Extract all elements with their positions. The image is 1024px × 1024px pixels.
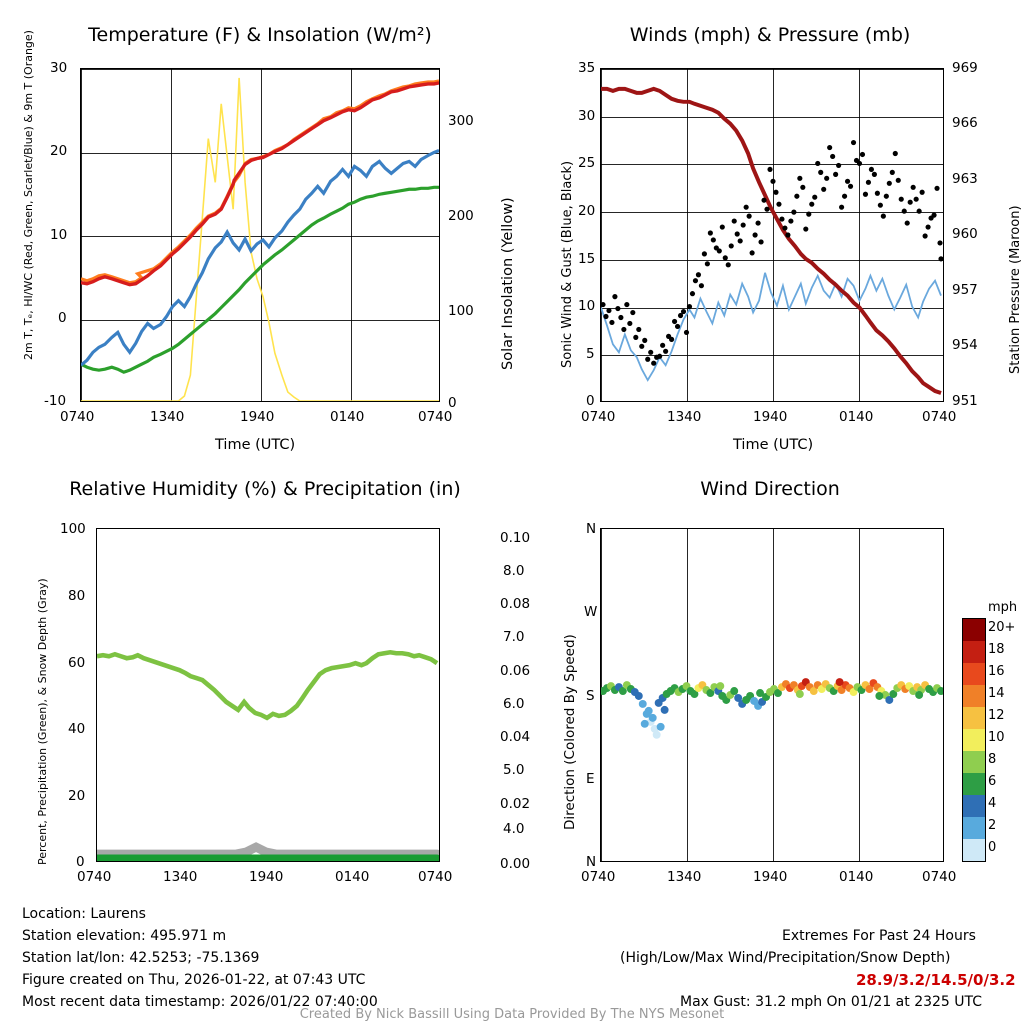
ytick-precip-006: 0.06 <box>500 663 531 679</box>
ytick-rh-20: 20 <box>68 788 86 804</box>
ytick-precip-000: 0.00 <box>500 856 531 872</box>
legend-label-12: 12 <box>988 708 1005 723</box>
xtick-3-4: 0740 <box>418 869 453 885</box>
ytick-temp-0: 0 <box>58 310 67 326</box>
xtick-4-4: 0740 <box>922 869 957 885</box>
panel-title-humidity: Relative Humidity (%) & Precipitation (in) <box>69 478 461 500</box>
xtick-1-0: 0740 <box>60 409 95 425</box>
axis-label-time-1: Time (UTC) <box>215 437 296 453</box>
footer-max-gust: Max Gust: 31.2 mph On 01/21 at 2325 UTC <box>680 994 983 1010</box>
ytick-temp-minus10: -10 <box>44 393 67 409</box>
ytick-snow-50: 5.0 <box>503 762 525 778</box>
legend-label-10: 10 <box>988 730 1005 745</box>
xtick-2-3: 0140 <box>839 409 874 425</box>
legend-label-14: 14 <box>988 686 1005 701</box>
series-winds <box>601 69 943 401</box>
xtick-1-3: 0140 <box>330 409 365 425</box>
ytick-temp-30: 30 <box>50 60 68 76</box>
xtick-2-0: 0740 <box>581 409 616 425</box>
ytick-snow-40: 4.0 <box>503 821 525 837</box>
plot-area-wind-direction <box>600 528 944 862</box>
ytick-rh-100: 100 <box>60 521 86 537</box>
xtick-3-0: 0740 <box>77 869 112 885</box>
xtick-1-1: 1340 <box>150 409 185 425</box>
ytick-precip-002: 0.02 <box>500 796 531 812</box>
xtick-3-1: 1340 <box>163 869 198 885</box>
ytick-rh-60: 60 <box>68 655 86 671</box>
ytick-press-960: 960 <box>952 226 978 242</box>
xtick-2-1: 1340 <box>667 409 702 425</box>
legend-label-2: 2 <box>988 818 997 833</box>
ytick-insol-0: 0 <box>448 395 457 411</box>
ytick-insol-100: 100 <box>448 303 474 319</box>
ytick-press-951: 951 <box>952 393 978 409</box>
xtick-2-2: 1940 <box>753 409 788 425</box>
ytick-press-969: 969 <box>952 60 978 76</box>
legend-label-4: 4 <box>988 796 997 811</box>
ytick-precip-004: 0.04 <box>500 729 531 745</box>
footer-extremes-sub: (High/Low/Max Wind/Precipitation/Snow Depth) <box>620 950 951 966</box>
axis-label-humidity-left: Percent, Precipitation (Green), & Snow Depth (Gray) <box>36 578 49 865</box>
axis-label-wind-left: Sonic Wind & Gust (Blue, Black) <box>560 160 575 368</box>
legend-label-16: 16 <box>988 664 1005 679</box>
xtick-3-3: 0140 <box>335 869 370 885</box>
axis-label-insolation-right: Solar Insolation (Yellow) <box>500 197 516 370</box>
ytick-snow-70: 7.0 <box>503 629 525 645</box>
ytick-wind-15: 15 <box>578 251 596 267</box>
ytick-precip-008: 0.08 <box>500 596 531 612</box>
footer-created: Figure created on Thu, 2026-01-22, at 07:43 UTC <box>22 972 366 988</box>
panel-title-temperature: Temperature (F) & Insolation (W/m²) <box>88 24 432 46</box>
plot-area-winds <box>600 68 944 402</box>
xtick-1-2: 1940 <box>240 409 275 425</box>
ytick-wind-10: 10 <box>578 298 596 314</box>
plot-area-humidity <box>96 528 440 862</box>
xtick-4-3: 0140 <box>839 869 874 885</box>
ytick-dir-e: E <box>586 771 595 787</box>
series-wind-direction <box>601 529 943 861</box>
ytick-press-957: 957 <box>952 282 978 298</box>
xtick-4-0: 0740 <box>581 869 616 885</box>
ytick-precip-010: 0.10 <box>500 530 531 546</box>
legend-label-20plus: 20+ <box>988 620 1016 635</box>
ytick-press-966: 966 <box>952 115 978 131</box>
axis-label-temperature-left: 2m T, Tₑ, HI/WC (Red, Green, Scarlet/Blue) & 9m T (Orange) <box>22 30 35 360</box>
footer-location: Location: Laurens <box>22 906 146 922</box>
ytick-temp-10: 10 <box>50 227 68 243</box>
ytick-snow-80: 8.0 <box>503 563 525 579</box>
ytick-wind-20: 20 <box>578 203 596 219</box>
xtick-1-4: 0740 <box>418 409 453 425</box>
ytick-rh-40: 40 <box>68 721 86 737</box>
ytick-dir-s: S <box>586 688 595 704</box>
xtick-2-4: 0740 <box>922 409 957 425</box>
series-humidity <box>97 529 439 861</box>
panel-title-winds: Winds (mph) & Pressure (mb) <box>629 24 911 46</box>
ytick-snow-60: 6.0 <box>503 696 525 712</box>
axis-label-direction: Direction (Colored By Speed) <box>562 634 578 830</box>
footer-credit: Created By Nick Bassill Using Data Provided By The NYS Mesonet <box>299 1007 725 1022</box>
legend-label-8: 8 <box>988 752 997 767</box>
xtick-4-2: 1940 <box>753 869 788 885</box>
legend-colorbar <box>962 618 986 862</box>
xtick-3-2: 1940 <box>249 869 284 885</box>
axis-label-time-2: Time (UTC) <box>733 437 814 453</box>
legend-title-mph: mph <box>988 600 1018 615</box>
ytick-temp-20: 20 <box>50 143 68 159</box>
ytick-press-963: 963 <box>952 171 978 187</box>
ytick-rh-0: 0 <box>76 854 85 870</box>
ytick-dir-w: W <box>584 604 598 620</box>
ytick-dir-n-top: N <box>586 521 597 537</box>
series-temperature <box>81 69 439 401</box>
ytick-wind-0: 0 <box>586 393 595 409</box>
footer-latlon: Station lat/lon: 42.5253; -75.1369 <box>22 950 260 966</box>
ytick-insol-300: 300 <box>448 113 474 129</box>
axis-label-pressure-right: Station Pressure (Maroon) <box>1008 205 1023 374</box>
ytick-rh-80: 80 <box>68 588 86 604</box>
legend-label-0: 0 <box>988 840 997 855</box>
ytick-wind-5: 5 <box>586 346 595 362</box>
footer-extremes-values: 28.9/3.2/14.5/0/3.2 <box>856 971 1016 989</box>
ytick-insol-200: 200 <box>448 208 474 224</box>
ytick-wind-35: 35 <box>578 60 596 76</box>
ytick-wind-30: 30 <box>578 108 596 124</box>
ytick-press-954: 954 <box>952 337 978 353</box>
ytick-dir-n-bottom: N <box>586 854 597 870</box>
panel-title-wind-direction: Wind Direction <box>700 478 840 500</box>
plot-area-temperature <box>80 68 440 402</box>
legend-label-6: 6 <box>988 774 997 789</box>
footer-recent-timestamp: Most recent data timestamp: 2026/01/22 07:40:00 <box>22 994 378 1010</box>
xtick-4-1: 1340 <box>667 869 702 885</box>
legend-label-18: 18 <box>988 642 1005 657</box>
footer-extremes-title: Extremes For Past 24 Hours <box>782 928 976 944</box>
ytick-wind-25: 25 <box>578 155 596 171</box>
footer-elevation: Station elevation: 495.971 m <box>22 928 227 944</box>
